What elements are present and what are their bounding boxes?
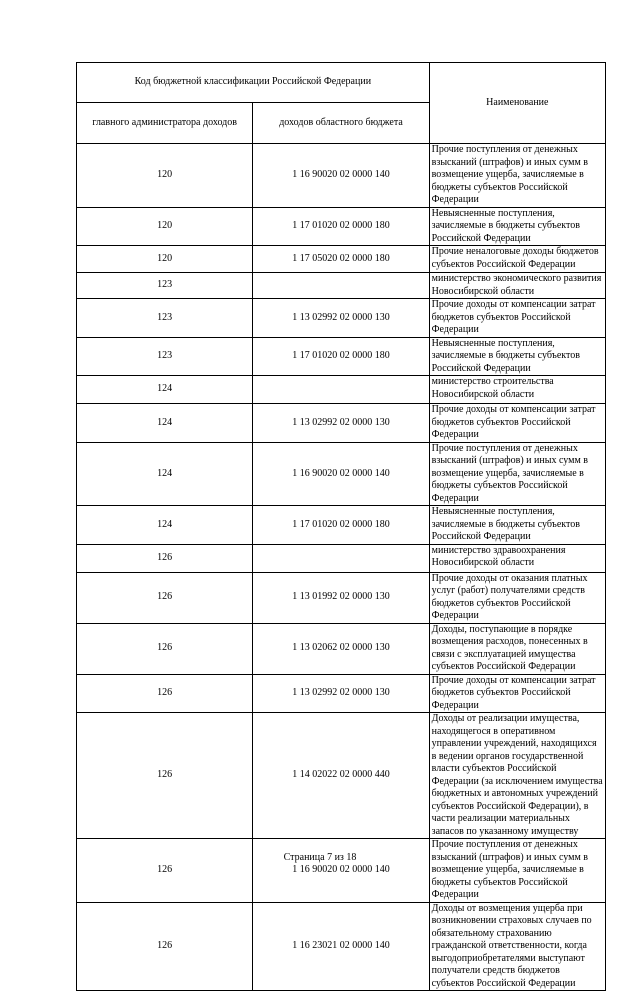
name-cell: Доходы, поступающие в порядке возмещения расходов, понесенных в связи с эксплуатацией имущества субъектов Российской Федерации [429,623,605,674]
table-row [77,376,606,404]
admin-code-cell: 123 [77,273,253,299]
income-code-cell: 1 16 90020 02 0000 140 [253,442,429,506]
admin-code-cell: 126 [77,839,253,903]
table-body [77,144,606,991]
name-cell: Доходы от реализации имущества, находящегося в оперативном управлении учреждений, находящихся в ведении органов государственной власти субъектов Российской Федерации (за исключением имущества бюджетных и автономных учреждений субъектов Российской Федерации), в части реализации материальных запасов по указанному имуществу [429,713,605,839]
table-row [77,506,606,545]
admin-code-cell: 124 [77,376,253,404]
name-cell: министерство экономического развития Новосибирской области [429,273,605,299]
name-cell: Прочие поступления от денежных взысканий (штрафов) и иных сумм в возмещение ущерба, зачисляемые в бюджеты субъектов Российской Федерации [429,839,605,903]
income-code-cell: 1 16 90020 02 0000 140 [253,839,429,903]
income-code-cell: 1 13 01992 02 0000 130 [253,572,429,623]
table-row [77,623,606,674]
admin-code-cell: 126 [77,572,253,623]
header-income: доходов областного бюджета [253,103,429,144]
name-cell: Невыясненные поступления, зачисляемые в бюджеты субъектов Российской Федерации [429,207,605,246]
table-row [77,674,606,713]
income-code-cell: 1 17 05020 02 0000 180 [253,246,429,273]
income-code-cell [253,544,429,572]
name-cell: Невыясненные поступления, зачисляемые в бюджеты субъектов Российской Федерации [429,337,605,376]
name-cell: министерство строительства Новосибирской области [429,376,605,404]
income-code-cell: 1 13 02062 02 0000 130 [253,623,429,674]
income-code-cell: 1 16 90020 02 0000 140 [253,144,429,208]
admin-code-cell: 124 [77,506,253,545]
table-row [77,144,606,208]
table-row [77,544,606,572]
name-cell: Доходы от возмещения ущерба при возникновении страховых случаев по обязательному страхованию гражданской ответственности, когда выгодоприобретателями выступают получатели средств бюджетов субъектов Российской Федерации [429,902,605,991]
admin-code-cell: 126 [77,902,253,991]
income-code-cell [253,273,429,299]
income-code-cell: 1 17 01020 02 0000 180 [253,506,429,545]
header-kbk-group: Код бюджетной классификации Российской Федерации [77,63,430,103]
table-row [77,442,606,506]
income-code-cell: 1 13 02992 02 0000 130 [253,404,429,443]
admin-code-cell: 126 [77,674,253,713]
header-name: Наименование [429,63,605,144]
name-cell: Прочие доходы от оказания платных услуг (работ) получателями средств бюджетов субъектов Российской Федерации [429,572,605,623]
table-row [77,246,606,273]
admin-code-cell: 126 [77,623,253,674]
name-cell: Прочие доходы от компенсации затрат бюджетов субъектов Российской Федерации [429,299,605,338]
name-cell: Невыясненные поступления, зачисляемые в бюджеты субъектов Российской Федерации [429,506,605,545]
table-row [77,839,606,903]
income-code-cell: 1 17 01020 02 0000 180 [253,337,429,376]
table-row [77,273,606,299]
name-cell: Прочие неналоговые доходы бюджетов субъектов Российской Федерации [429,246,605,273]
income-code-cell: 1 16 23021 02 0000 140 [253,902,429,991]
income-code-cell: 1 13 02992 02 0000 130 [253,299,429,338]
header-admin: главного администратора доходов [77,103,253,144]
table-row [77,337,606,376]
income-code-cell [253,376,429,404]
table-row [77,902,606,991]
table-row [77,404,606,443]
admin-code-cell: 124 [77,404,253,443]
income-code-cell: 1 13 02992 02 0000 130 [253,674,429,713]
admin-code-cell: 120 [77,246,253,273]
name-cell: министерство здравоохранения Новосибирской области [429,544,605,572]
admin-code-cell: 126 [77,544,253,572]
income-code-cell: 1 17 01020 02 0000 180 [253,207,429,246]
table-row [77,299,606,338]
name-cell: Прочие поступления от денежных взысканий (штрафов) и иных сумм в возмещение ущерба, зачисляемые в бюджеты субъектов Российской Федерации [429,144,605,208]
admin-code-cell: 120 [77,144,253,208]
admin-code-cell: 120 [77,207,253,246]
admin-code-cell: 123 [77,337,253,376]
table-row [77,713,606,839]
admin-code-cell: 126 [77,713,253,839]
table-row [77,572,606,623]
admin-code-cell: 124 [77,442,253,506]
admin-code-cell: 123 [77,299,253,338]
name-cell: Прочие поступления от денежных взысканий (штрафов) и иных сумм в возмещение ущерба, зачисляемые в бюджеты субъектов Российской Федерации [429,442,605,506]
income-code-cell: 1 14 02022 02 0000 440 [253,713,429,839]
table-row [77,207,606,246]
name-cell: Прочие доходы от компенсации затрат бюджетов субъектов Российской Федерации [429,404,605,443]
name-cell: Прочие доходы от компенсации затрат бюджетов субъектов Российской Федерации [429,674,605,713]
page-number: Страница 7 из 18 [283,852,357,863]
